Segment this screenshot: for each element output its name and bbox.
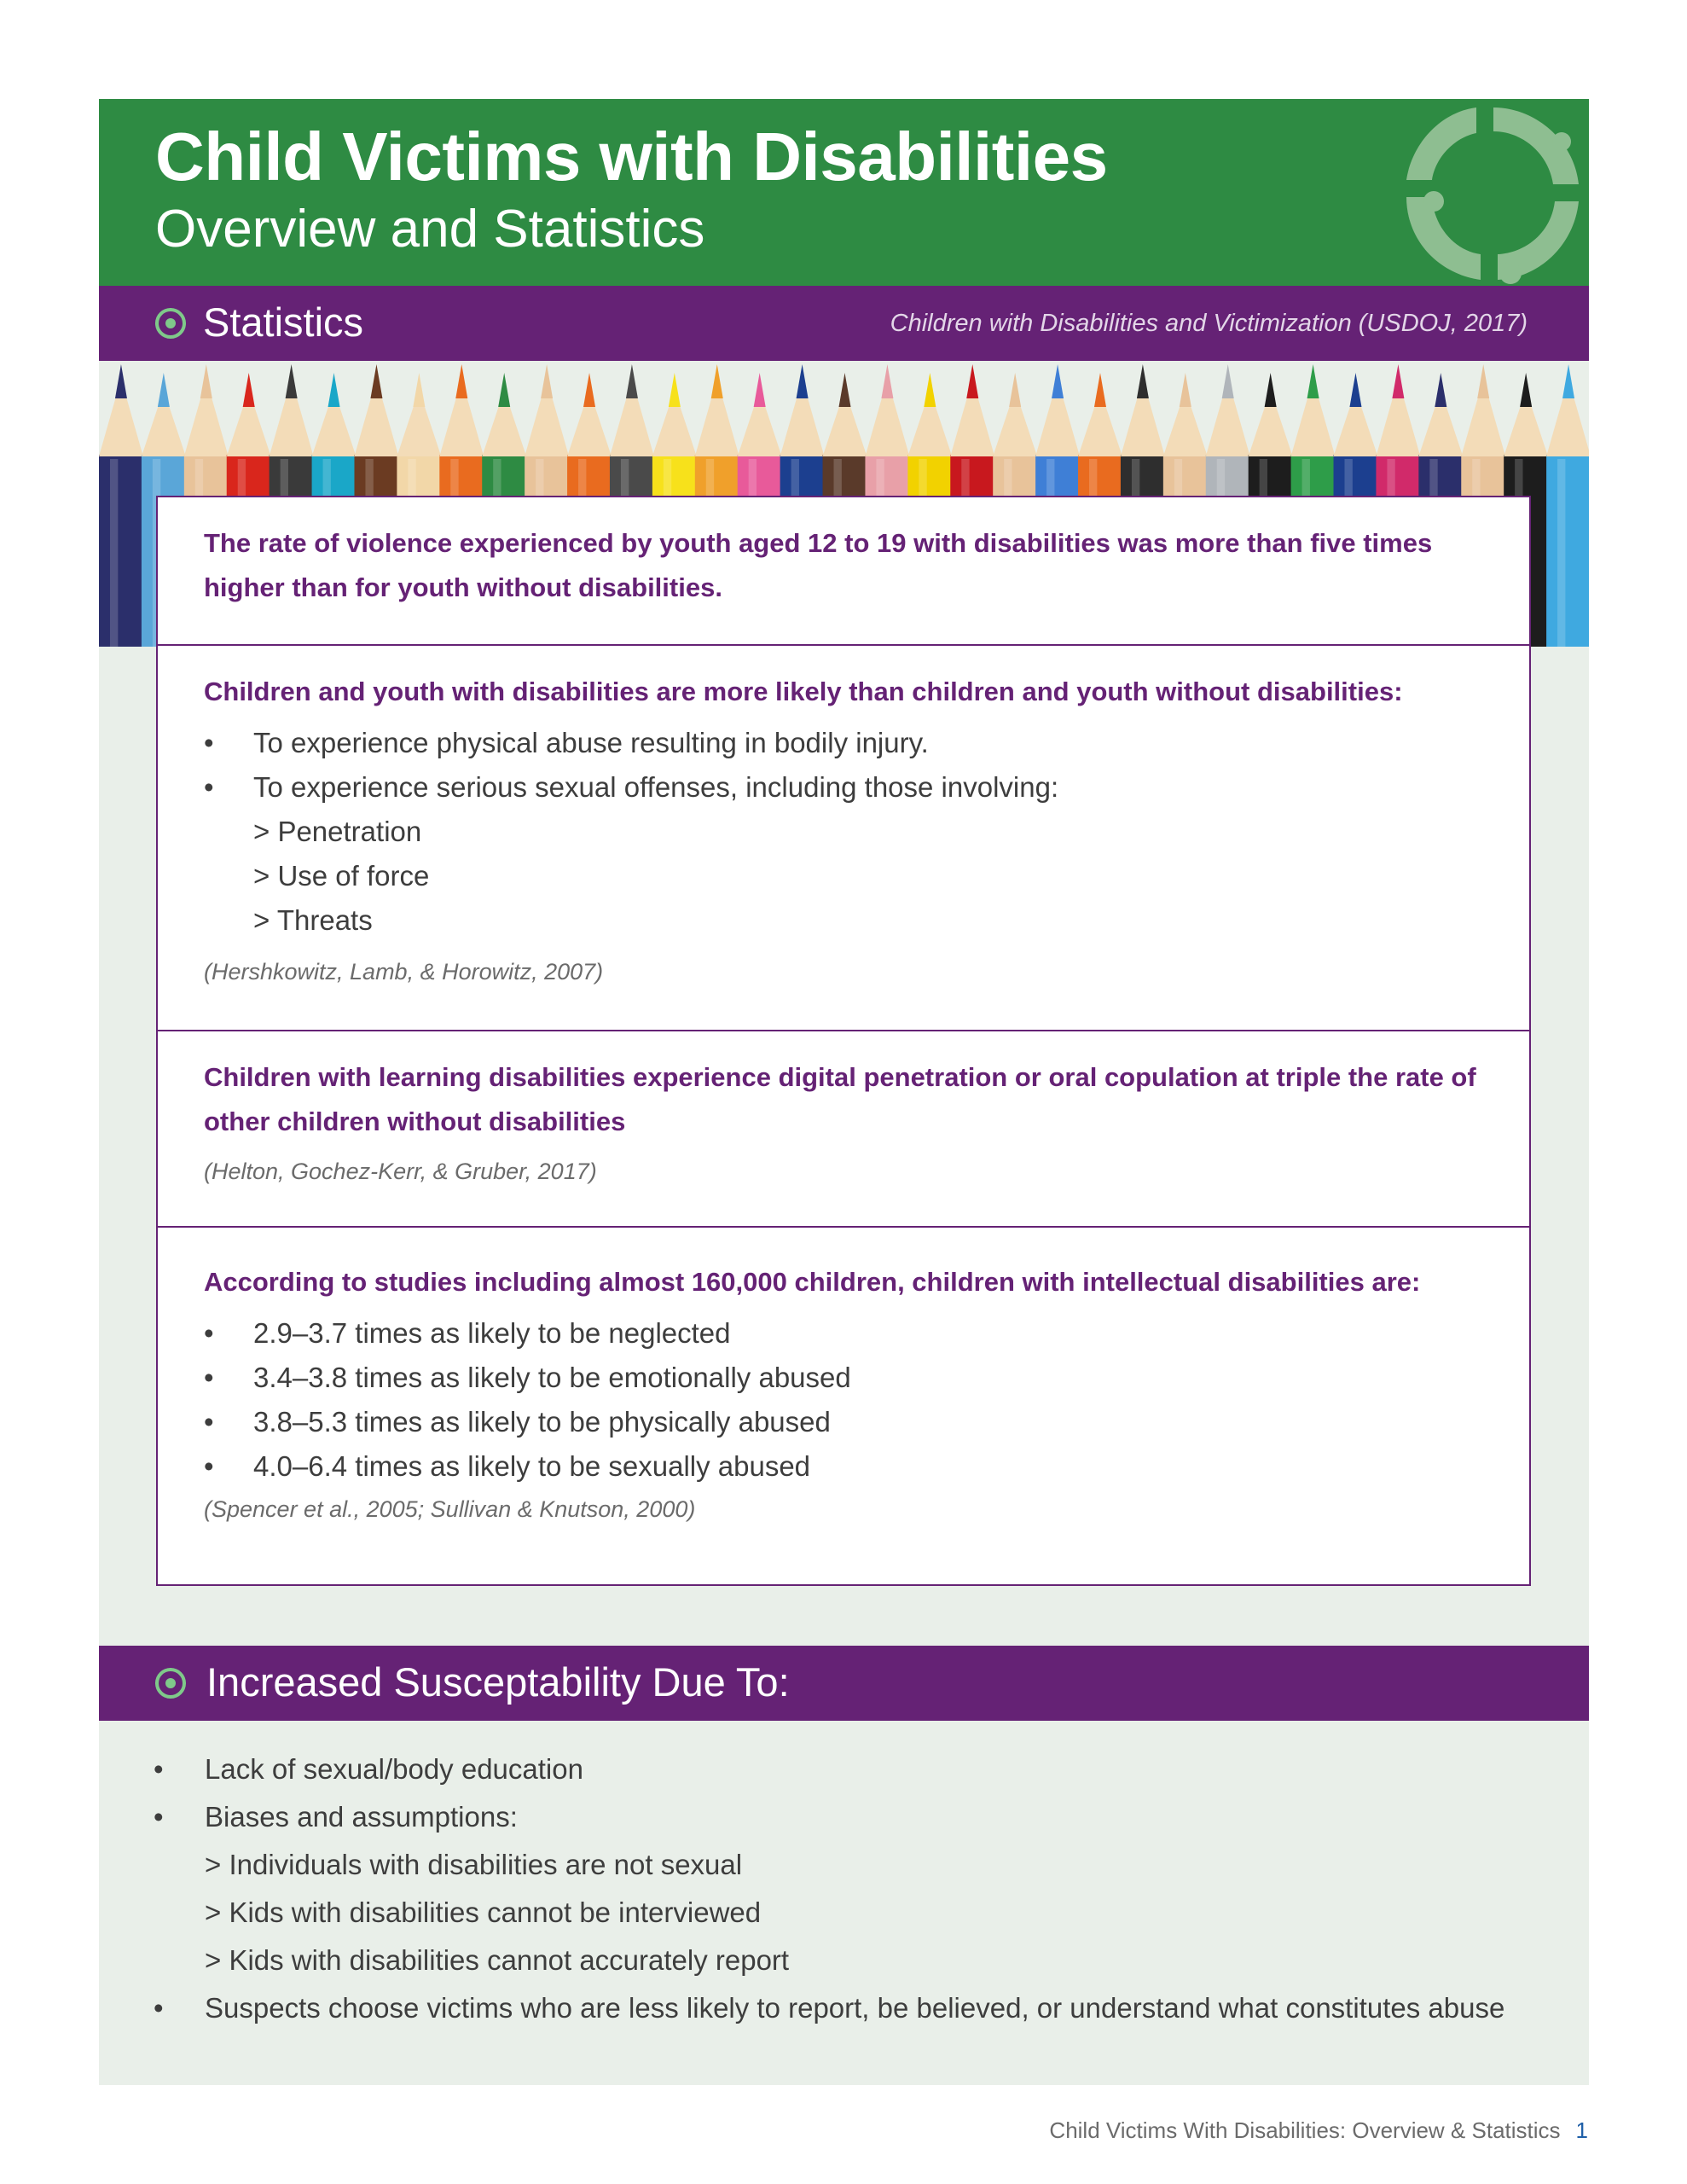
page-subtitle: Overview and Statistics (155, 200, 705, 258)
list-item: • Suspects choose victims who are less likely to report, be believed, or understand what constitutes abuse (154, 1984, 1552, 2032)
statistics-box (156, 496, 1531, 1586)
stat-more-likely-lead: Children and youth with disabilities are more likely than children and youth without disabilities: (204, 677, 1403, 706)
stat-learning-disabilities-lead: Children with learning disabilities experience digital penetration or oral copulation at triple the rate of other children without disabilities (204, 1062, 1476, 1136)
stat-violence-rate-text: The rate of violence experienced by youth aged 12 to 19 with disabilities was more than five times higher than for youth without disabilities. (204, 528, 1433, 602)
swirl-icon (154, 1666, 188, 1700)
statistics-section-header (99, 286, 1589, 361)
stat-block-intellectual-disabilities (158, 1260, 1529, 1526)
divider (158, 1226, 1529, 1228)
sub-item: > Individuals with disabilities are not sexual (205, 1849, 743, 1880)
sub-item: > Threats (253, 904, 373, 936)
list-item: • To experience serious sexual offenses, including those involving: (204, 765, 1483, 810)
susceptibility-title: Increased Susceptability Due To: (206, 1659, 790, 1705)
footer-text: Child Victims With Disabilities: Overview & Statistics (1049, 2117, 1561, 2143)
sub-item: > Kids with disabilities cannot accurately report (205, 1944, 790, 1976)
sub-item: > Penetration (253, 816, 422, 847)
list-item: • 4.0–6.4 times as likely to be sexually abused (204, 1444, 1483, 1489)
page-footer (1049, 2117, 1588, 2144)
list-item: • Biases and assumptions: (154, 1793, 1552, 1841)
divider (158, 644, 1529, 646)
citation: (Spencer et al., 2005; Sullivan & Knutson, 2000) (204, 1496, 696, 1522)
stat-intellectual-disabilities-lead: According to studies including almost 160,000 children, children with intellectual disabilities are: (204, 1267, 1421, 1297)
stat-block-learning-disabilities (158, 1055, 1529, 1188)
statistics-title: Statistics (203, 299, 364, 345)
swirl-logo-icon (1391, 99, 1589, 286)
list-item: • 3.8–5.3 times as likely to be physically abused (204, 1400, 1483, 1444)
header-banner (99, 99, 1589, 286)
pencil (1546, 364, 1589, 647)
page-number: 1 (1575, 2117, 1588, 2143)
list-item: • 2.9–3.7 times as likely to be neglected (204, 1311, 1483, 1356)
pencil (99, 364, 143, 647)
list-item: • 3.4–3.8 times as likely to be emotionally abused (204, 1356, 1483, 1400)
divider (158, 1030, 1529, 1031)
susceptibility-list (154, 1745, 1552, 2032)
citation: (Helton, Gochez-Kerr, & Gruber, 2017) (204, 1159, 597, 1184)
list-item: • To experience physical abuse resulting in bodily injury. (204, 721, 1483, 765)
statistics-source: Children with Disabilities and Victimization (USDOJ, 2017) (890, 310, 1528, 337)
stat-block-more-likely (158, 670, 1529, 989)
sub-item: > Kids with disabilities cannot be interviewed (205, 1896, 762, 1928)
sub-item: > Use of force (253, 860, 430, 892)
swirl-icon (154, 306, 188, 340)
stat-block-violence-rate (158, 521, 1529, 610)
citation: (Hershkowitz, Lamb, & Horowitz, 2007) (204, 959, 604, 985)
susceptibility-section-header (99, 1646, 1589, 1721)
page-title: Child Victims with Disabilities (155, 119, 1108, 195)
list-item: • Lack of sexual/body education (154, 1745, 1552, 1793)
